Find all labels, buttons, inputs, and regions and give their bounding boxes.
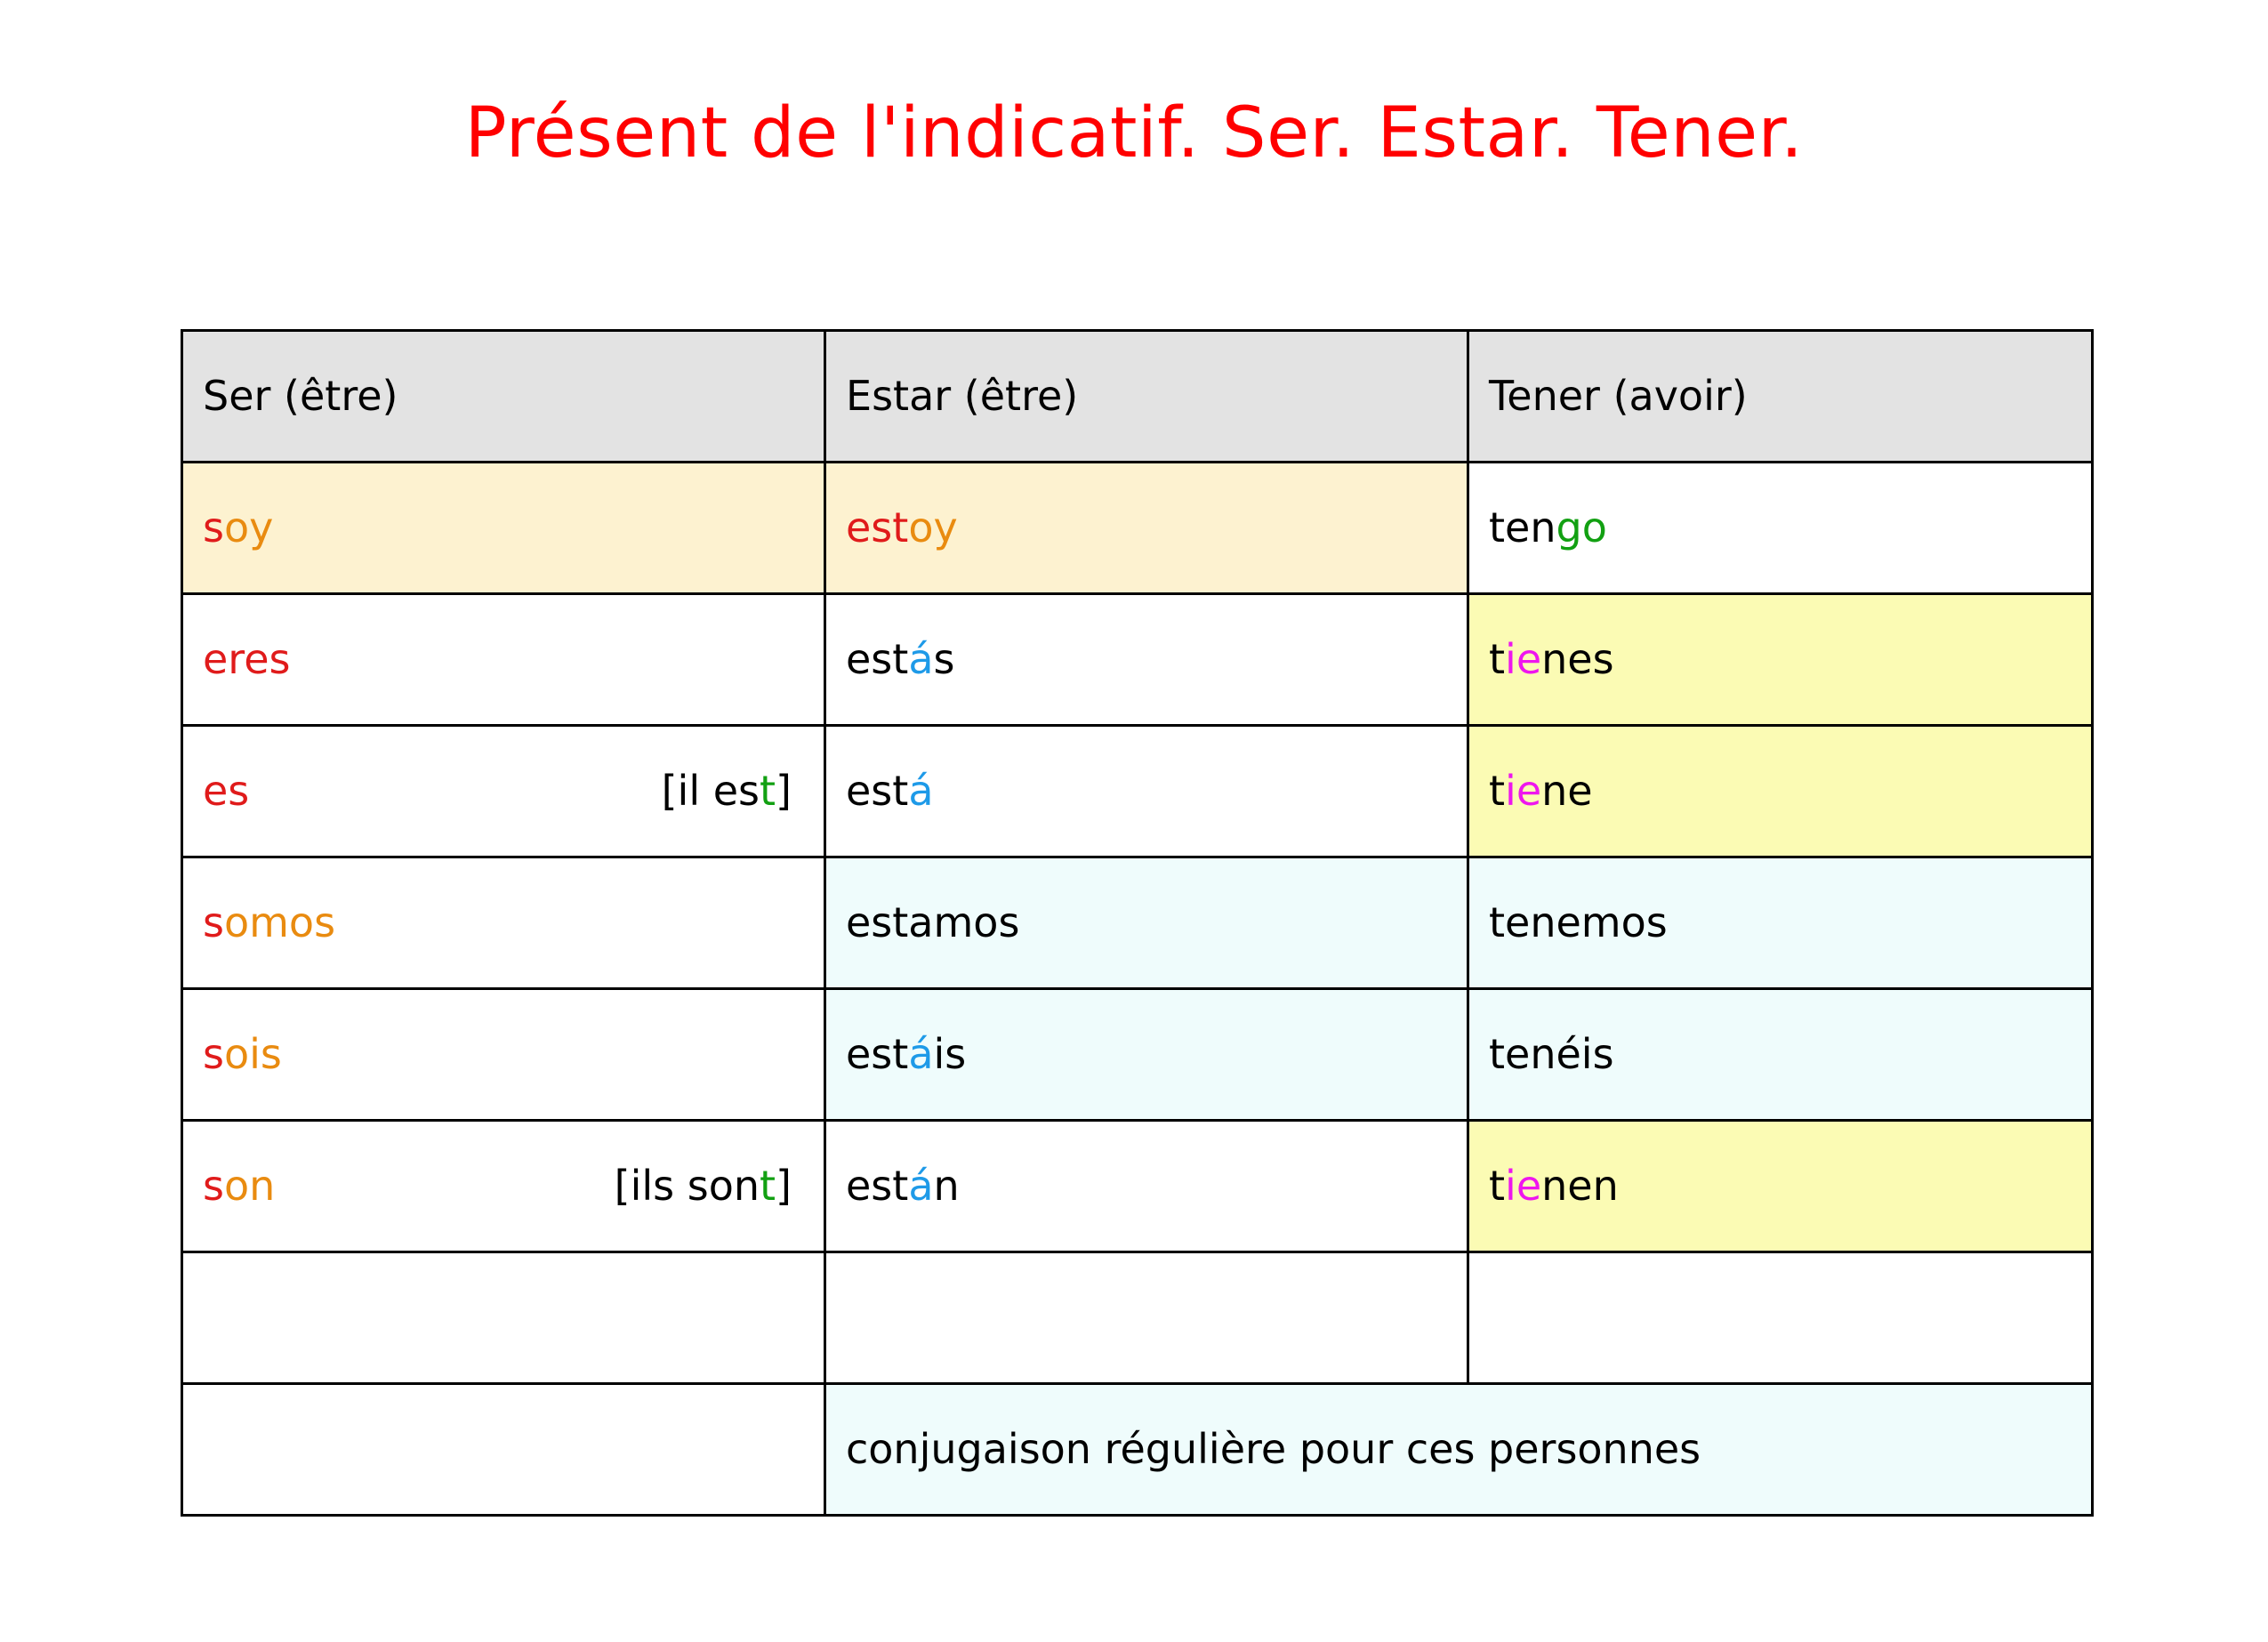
table-spacer-row: [182, 1252, 2093, 1384]
column-header-tener: Tener (avoir): [1468, 331, 2093, 463]
cell-tener-1s: [1468, 463, 2093, 594]
estar-3p-stem: est: [846, 1161, 909, 1210]
ser-3s-gloss-t: t: [760, 766, 776, 815]
column-header-ser: Ser (être): [182, 331, 825, 463]
tener-2s-post: nes: [1541, 634, 1614, 683]
ser-3s-gloss: [662, 767, 804, 816]
table-row: [182, 1121, 2093, 1252]
table-row: [182, 726, 2093, 857]
ser-3p-form: [203, 1162, 275, 1211]
cell-ser-2p: [182, 989, 825, 1121]
table-legend-row: [182, 1384, 2093, 1516]
table-row: [182, 463, 2093, 594]
tener-1s-ending: go: [1556, 503, 1607, 551]
cell-estar-1p: [825, 857, 1468, 989]
ser-3p-gloss-pre: [ils son: [614, 1161, 760, 1210]
spacer-cell-1: [182, 1252, 825, 1384]
tener-2s-pre: t: [1489, 634, 1506, 683]
ser-1p-ending: omos: [223, 897, 336, 946]
estar-2s-accent: á: [908, 634, 934, 683]
ser-3p-gloss: [615, 1162, 804, 1211]
table-row: [182, 594, 2093, 726]
tener-3p-mid: ie: [1505, 1161, 1542, 1210]
tener-2p-form: tenéis: [1489, 1029, 1614, 1078]
column-header-estar: Estar (être): [825, 331, 1468, 463]
estar-2p-tail: is: [933, 1029, 967, 1078]
ser-3s-form: es: [203, 766, 250, 815]
ser-2s-form: eres: [203, 634, 291, 683]
table-row: [182, 989, 2093, 1121]
ser-3s-gloss-pre: [il es: [661, 766, 760, 815]
spacer-cell-2: [825, 1252, 1468, 1384]
tener-2s-mid: ie: [1505, 634, 1542, 683]
ser-2p-ending: ois: [223, 1029, 282, 1078]
estar-3p-accent: á: [908, 1161, 934, 1210]
ser-2p-stem: s: [203, 1029, 224, 1078]
cell-tener-3s: [1468, 726, 2093, 857]
table-header-row: [182, 331, 2093, 463]
cell-tener-2s: [1468, 594, 2093, 726]
tener-3p-pre: t: [1489, 1161, 1506, 1210]
cell-tener-2p: [1468, 989, 2093, 1121]
ser-3p-gloss-post: ]: [776, 1161, 792, 1210]
cell-tener-3p: [1468, 1121, 2093, 1252]
ser-1s-ending: oy: [223, 503, 274, 551]
tener-3s-pre: t: [1489, 766, 1506, 815]
ser-3s-gloss-post: ]: [776, 766, 792, 815]
tener-3p-post: nen: [1541, 1161, 1619, 1210]
estar-3s-stem: est: [846, 766, 909, 815]
page-title: Présent de l'indicatif. Ser. Estar. Tener.: [464, 93, 1804, 173]
estar-1s-stem: est: [846, 503, 909, 551]
cell-ser-3s: [182, 726, 825, 857]
estar-2s-stem: est: [846, 634, 909, 683]
ser-1s-stem: s: [203, 503, 224, 551]
estar-2s-tail: s: [933, 634, 955, 683]
estar-2p-stem: est: [846, 1029, 909, 1078]
cell-ser-1p: [182, 857, 825, 989]
tener-3s-post: ne: [1541, 766, 1593, 815]
tener-1s-stem: ten: [1489, 503, 1556, 551]
estar-1s-ending: oy: [908, 503, 958, 551]
ser-1p-stem: s: [203, 897, 224, 946]
cell-estar-2p: [825, 989, 1468, 1121]
legend-note: conjugaison régulière pour ces personnes: [825, 1384, 2093, 1516]
tener-1p-form: tenemos: [1489, 897, 1668, 946]
cell-estar-3p: [825, 1121, 1468, 1252]
estar-1p-form: estamos: [846, 897, 1020, 946]
cell-ser-2s: [182, 594, 825, 726]
ser-3p-gloss-t: t: [760, 1161, 776, 1210]
spacer-cell-3: [1468, 1252, 2093, 1384]
estar-2p-accent: á: [908, 1029, 934, 1078]
ser-3p-ending: on: [223, 1161, 276, 1210]
cell-estar-1s: [825, 463, 1468, 594]
legend-empty-cell: [182, 1384, 825, 1516]
conjugation-table-container: [181, 329, 2091, 1517]
ser-3p-stem: s: [203, 1161, 224, 1210]
cell-tener-1p: [1468, 857, 2093, 989]
estar-3s-accent: á: [908, 766, 934, 815]
cell-ser-3p: [182, 1121, 825, 1252]
cell-estar-3s: [825, 726, 1468, 857]
table-row: [182, 857, 2093, 989]
cell-ser-1s: [182, 463, 825, 594]
cell-estar-2s: [825, 594, 1468, 726]
tener-3s-mid: ie: [1505, 766, 1542, 815]
estar-3p-tail: n: [933, 1161, 960, 1210]
conjugation-table: [181, 329, 2094, 1517]
